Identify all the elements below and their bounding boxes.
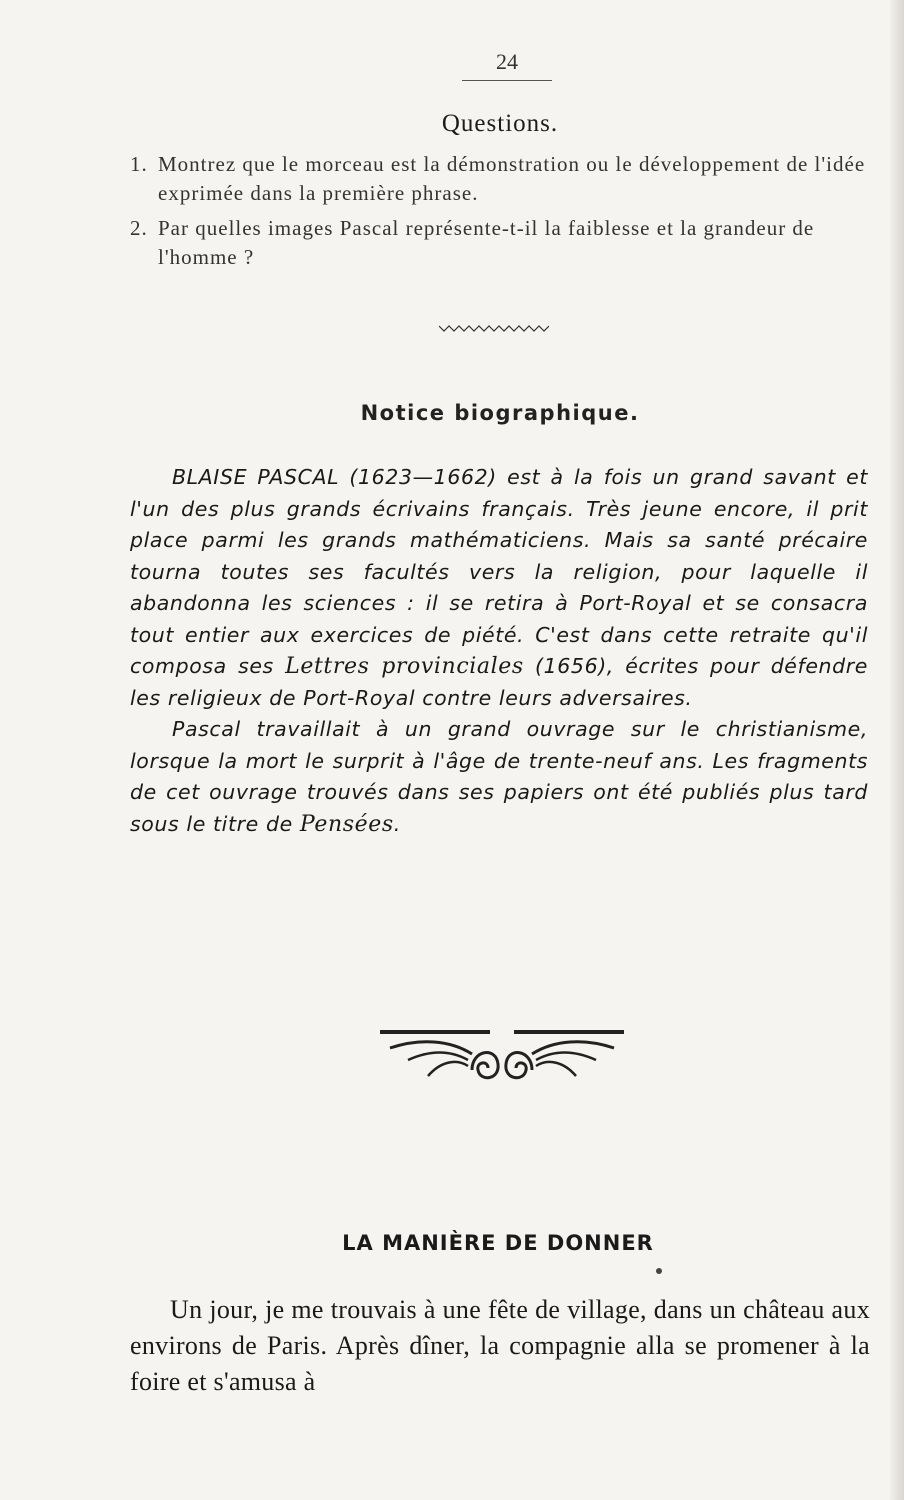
body-paragraph: Un jour, je me trouvais à une fête de village, dans un château aux environs de Paris. Après dîner, la compagnie alla se promener à la foire et s'amusa à — [130, 1295, 870, 1396]
question-number: 2. — [130, 216, 148, 240]
section-body-text — [130, 1292, 870, 1400]
biographical-notice — [130, 462, 868, 840]
question-item — [130, 214, 870, 272]
scroll-ornament-icon — [380, 1024, 624, 1088]
section-dot-ornament — [656, 1268, 662, 1274]
page-number: 24 — [462, 48, 552, 81]
page-edge-shadow — [890, 0, 904, 1500]
section-heading: LA MANIÈRE DE DONNER — [342, 1231, 654, 1255]
bio-text: BLAISE PASCAL (1623—1662) est à la fois un grand savant et l'un des plus grands écrivains français. Très jeune encore, il prit place parmi les grands mathématiciens. Mais sa santé précaire tourna toutes ses facultés vers la religion, pour laquelle il abandonna les sciences : il se retira à Port-Royal et se consacra tout entier aux exercices de piété. C'est dans cette retraite qu'il composa ses — [130, 465, 868, 678]
bio-paragraph — [130, 462, 868, 714]
bio-text: (1656), écrites pour défendre les religieux de Port-Royal contre leurs adversaires. — [130, 654, 868, 710]
wavy-divider-ornament — [439, 322, 549, 334]
questions-heading: Questions. — [441, 110, 559, 137]
notice-heading: Notice biographique. — [360, 401, 640, 425]
question-item — [130, 150, 870, 208]
bio-text: Pascal travaillait à un grand ouvrage sur le christianisme, lorsque la mort le surprit à l'âge de trente-neuf ans. Les fragments de cet ouvrage trouvés dans ses papiers ont été publiés plus tard sous le titre de — [130, 717, 868, 836]
question-text: Par quelles images Pascal représente-t-il la faiblesse et la grandeur de l'homme ? — [158, 216, 815, 269]
question-number: 1. — [130, 152, 148, 176]
work-title-pensees: Pensées — [299, 811, 394, 837]
work-title-lettres: Lettres provinciales — [285, 654, 524, 679]
bio-paragraph — [130, 714, 868, 840]
bio-text: . — [393, 811, 401, 836]
question-text: Montrez que le morceau est la démonstration ou le développement de l'idée exprimée dans la première phrase. — [158, 152, 866, 205]
